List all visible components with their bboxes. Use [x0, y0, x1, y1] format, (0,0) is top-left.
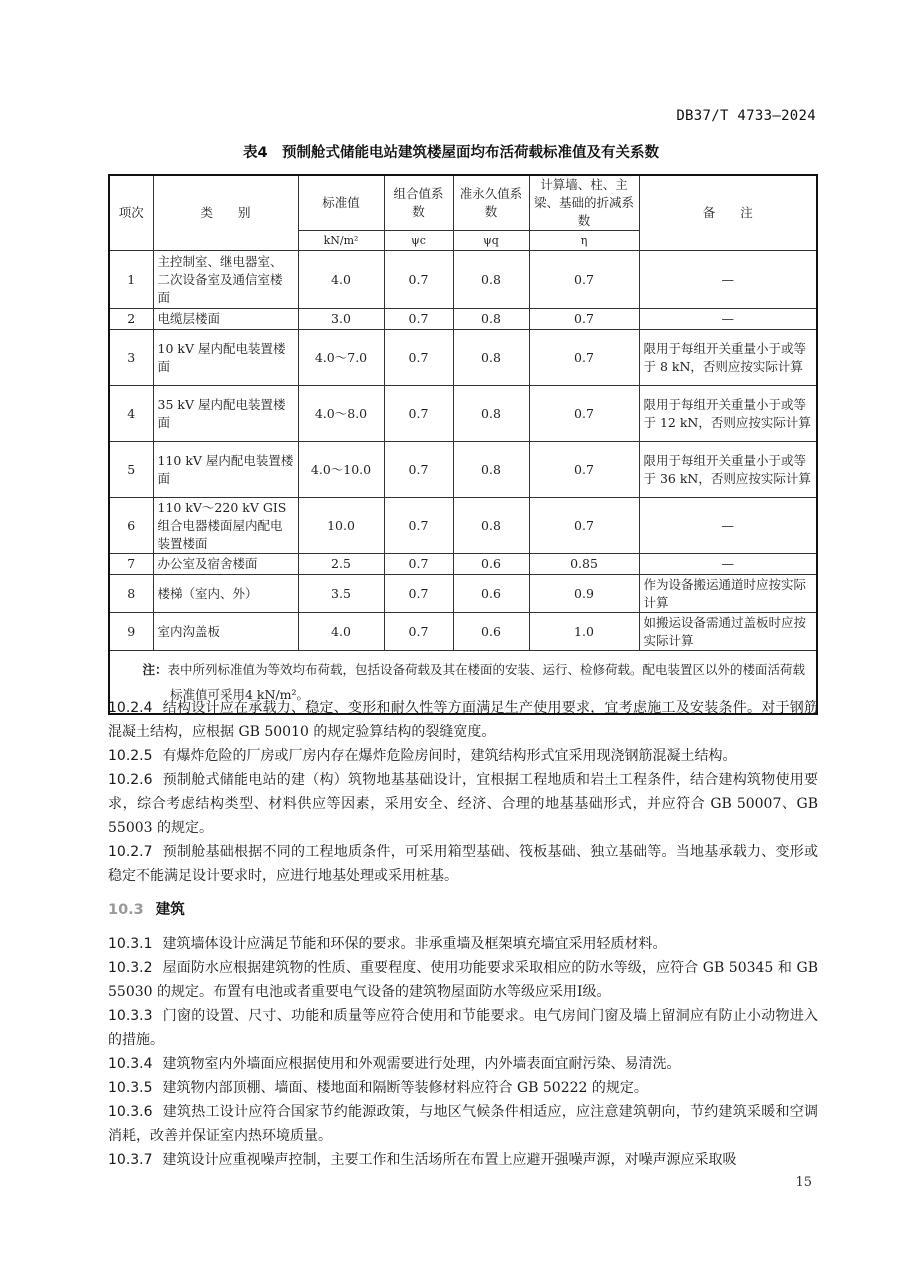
note-text: 表中所列标准值为等效均布荷载，包括设备荷载及其在楼面的安装、运行、检修荷载。配电装置区以外的楼面活荷载标准值可采用4 kN/m²。: [167, 662, 806, 702]
table-row: 3 10 kV 屋内配电装置楼面 4.0～7.0 0.7 0.8 0.7 限用于每组开关重量小于或等于 8 kN，否则应按实际计算: [109, 330, 817, 386]
note-label: 注：: [142, 662, 168, 677]
section-heading-10-3: [108, 898, 185, 919]
section-number: 10.3: [108, 902, 144, 918]
table-row: 6 110 kV～220 kV GIS 组合电器楼面屋内配电装置楼面 10.0 0.7 0.8 0.7 —: [109, 498, 817, 554]
unit-standard-value: kN/m²: [298, 231, 384, 251]
clause-10-3-7: 10.3.7 建筑设计应重视噪声控制，主要工作和生活场所在布置上应避开强噪声源，对噪声源应采取吸: [108, 1152, 737, 1168]
clause-10-2-7: 10.2.7 预制舱基础根据不同的工程地质条件，可采用箱型基础、筏板基础、独立基础等。当地基承载力、变形或稳定不能满足设计要求时，应进行地基处理或采用桩基。: [108, 844, 818, 884]
table-row: 8 楼梯（室内、外） 3.5 0.7 0.6 0.9 作为设备搬运通道时应按实际计算: [109, 575, 817, 613]
header-category: 类 别: [153, 175, 298, 251]
header-remarks: 备 注: [639, 175, 817, 251]
clause-10-3-4: 10.3.4 建筑物室内外墙面应根据使用和外观需要进行处理，内外墙表面宜耐污染、易清洗。: [108, 1056, 681, 1072]
clause-10-2-4: 10.2.4 结构设计应在承载力、稳定、变形和耐久性等方面满足生产使用要求，宜考虑施工及安装条件。对于钢筋混凝土结构，应根据 GB 50010 的规定验算结构的裂缝宽度。: [108, 700, 818, 740]
header-standard-value: 标准值: [298, 175, 384, 231]
clauses-10-3: [108, 932, 818, 1172]
table-row: 5 110 kV 屋内配电装置楼面 4.0～10.0 0.7 0.8 0.7 限用于每组开关重量小于或等于 36 kN，否则应按实际计算: [109, 442, 817, 498]
standard-code: DB37/T 4733—2024: [676, 108, 816, 124]
header-combination: 组合值系数: [384, 175, 453, 231]
clauses-10-2: [108, 696, 818, 888]
page-number: 15: [795, 1175, 812, 1190]
clause-10-3-5: 10.3.5 建筑物内部顶棚、墙面、楼地面和隔断等装修材料应符合 GB 50222 的规定。: [108, 1080, 648, 1096]
table-row: 7 办公室及宿舍楼面 2.5 0.7 0.6 0.85 —: [109, 554, 817, 575]
live-load-table: [108, 174, 818, 715]
table-row: 2 电缆层楼面 3.0 0.7 0.8 0.7 —: [109, 309, 817, 330]
table-row: 4 35 kV 屋内配电装置楼面 4.0～8.0 0.7 0.8 0.7 限用于每组开关重量小于或等于 12 kN，否则应按实际计算: [109, 386, 817, 442]
clause-10-2-6: 10.2.6 预制舱式储能电站的建（构）筑物地基基础设计，宜根据工程地质和岩土工程条件，结合建构筑物使用要求，综合考虑结构类型、材料供应等因素，采用安全、经济、合理的地基基础形式，并应符合 GB 50007、GB 55003 的规定。: [108, 772, 818, 836]
clause-10-2-5: 10.2.5 有爆炸危险的厂房或厂房内存在爆炸危险房间时，建筑结构形式宜采用现浇钢筋混凝土结构。: [108, 748, 737, 764]
header-reduction: 计算墙、柱、主梁、基础的折减系数: [529, 175, 639, 231]
table-row: 9 室内沟盖板 4.0 0.7 0.6 1.0 如搬运设备需通过盖板时应按实际计算: [109, 613, 817, 651]
section-title: 建筑: [155, 902, 185, 918]
symbol-psi-c: ψc: [384, 231, 453, 251]
table-title: 表4 预制舱式储能电站建筑楼屋面均布活荷载标准值及有关系数: [242, 145, 660, 161]
clause-10-3-6: 10.3.6 建筑热工设计应符合国家节约能源政策，与地区气候条件相适应，应注意建筑朝向，节约建筑采暖和空调消耗，改善并保证室内热环境质量。: [108, 1104, 818, 1144]
table-row: 1 主控制室、继电器室、二次设备室及通信室楼面 4.0 0.7 0.8 0.7 —: [109, 251, 817, 309]
symbol-psi-q: ψq: [453, 231, 529, 251]
header-quasi-permanent: 准永久值系数: [453, 175, 529, 231]
clause-10-3-1: 10.3.1 建筑墙体设计应满足节能和环保的要求。非承重墙及框架填充墙宜采用轻质材料。: [108, 936, 667, 952]
clause-10-3-2: 10.3.2 屋面防水应根据建筑物的性质、重要程度、使用功能要求采取相应的防水等级，应符合 GB 50345 和 GB 55030 的规定。布置有电池或者重要电气设备的建筑物屋面防水等级应采用Ⅰ级。: [108, 960, 818, 1000]
clause-10-3-3: 10.3.3 门窗的设置、尺寸、功能和质量等应符合使用和节能要求。电气房间门窗及墙上留洞应有防止小动物进入的措施。: [108, 1008, 818, 1048]
header-item: 项次: [109, 175, 153, 251]
symbol-eta: η: [529, 231, 639, 251]
